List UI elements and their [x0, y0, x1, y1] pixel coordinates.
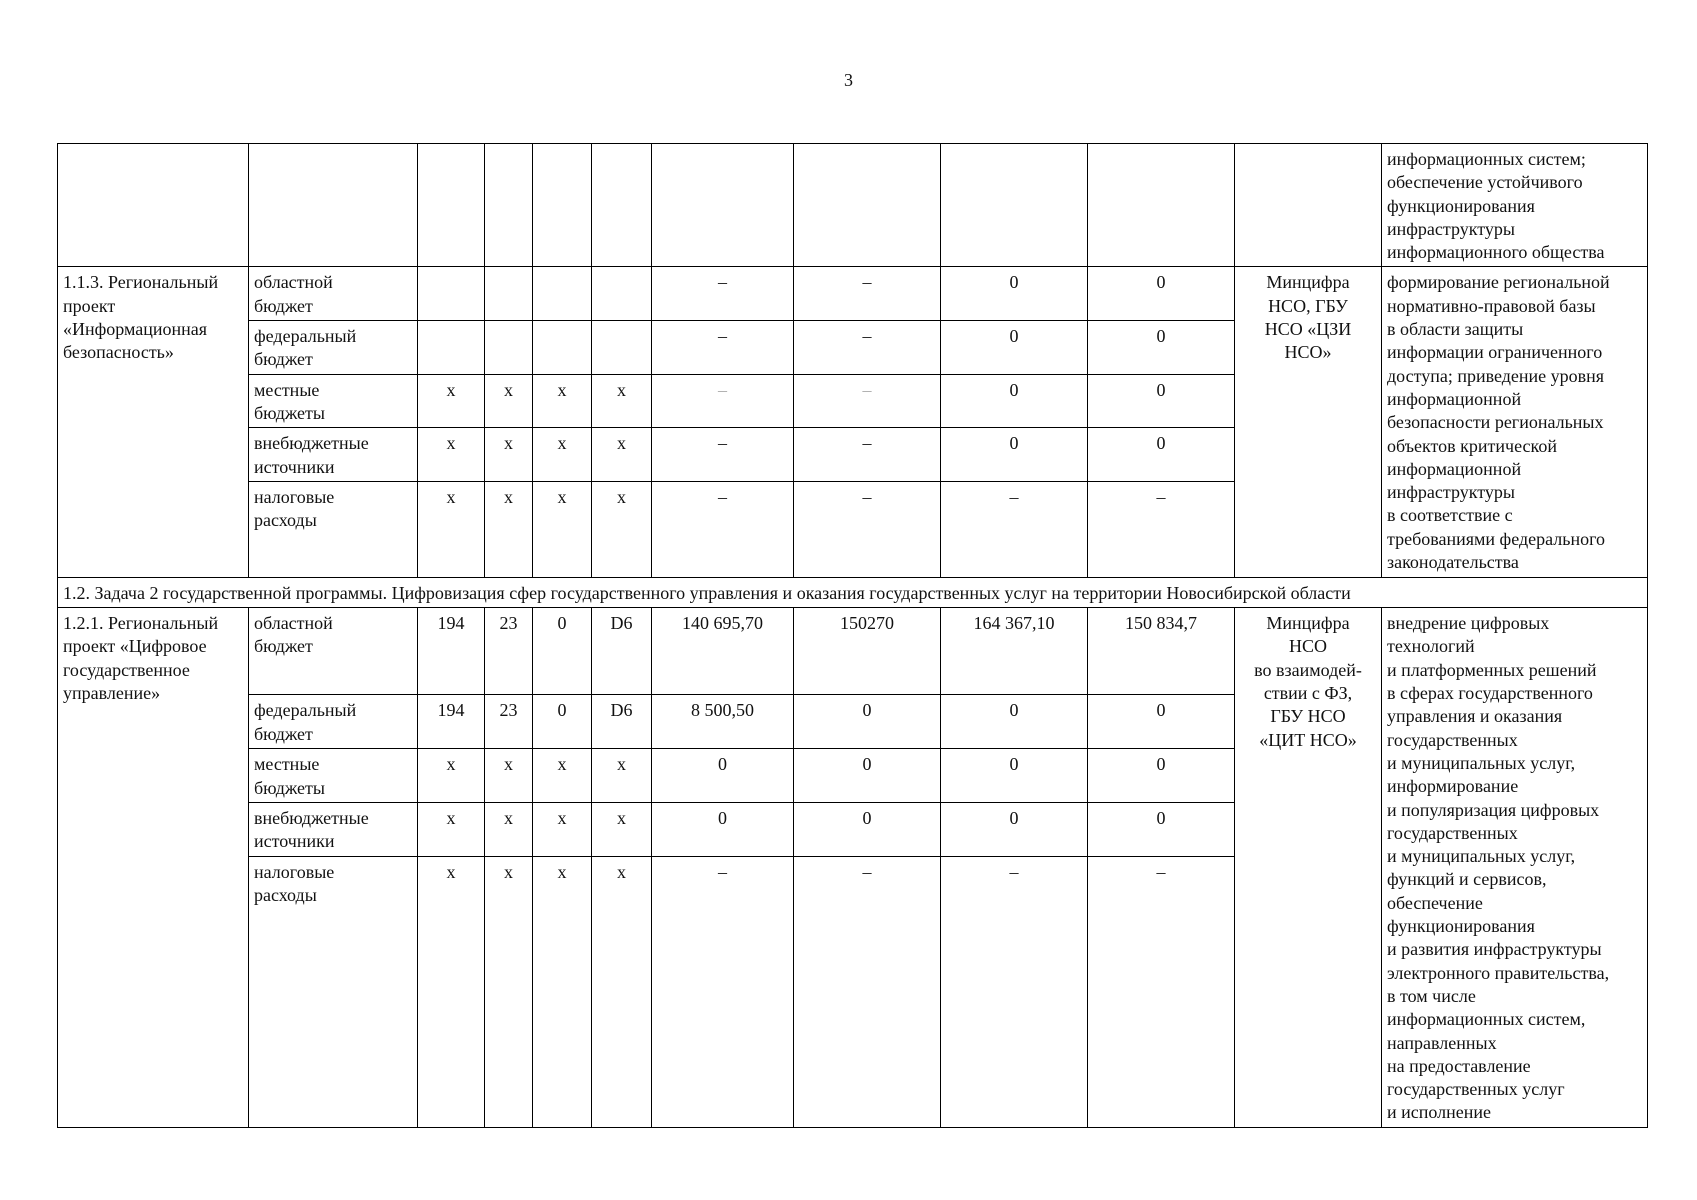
table-cell: [533, 144, 592, 267]
table-cell: [418, 144, 485, 267]
code-cell: х: [533, 749, 592, 803]
funding-source-cell: [249, 749, 418, 803]
code-cell: 0: [533, 695, 592, 749]
table-row: [58, 577, 1648, 607]
code-cell: х: [592, 481, 652, 577]
amount-cell: 0: [1088, 428, 1235, 482]
code-cell: х: [533, 428, 592, 482]
funding-source: налоговые расходы: [254, 486, 335, 531]
amount-cell: 150 834,7: [1088, 608, 1235, 695]
code-cell: х: [485, 749, 533, 803]
project-title-cell: [58, 267, 249, 577]
code-cell: х: [418, 481, 485, 577]
code-cell: D6: [592, 695, 652, 749]
code-cell: 23: [485, 608, 533, 695]
code-cell: [485, 267, 533, 321]
amount-cell: 0: [1088, 749, 1235, 803]
amount-cell: 0: [1088, 802, 1235, 856]
amount-cell: 0: [652, 802, 794, 856]
amount-cell: 0: [941, 695, 1088, 749]
funding-source-cell: [249, 802, 418, 856]
code-cell: [533, 267, 592, 321]
code-cell: х: [418, 802, 485, 856]
amount-cell: 0: [941, 749, 1088, 803]
funding-source: областной бюджет: [254, 613, 333, 657]
code-cell: х: [485, 802, 533, 856]
project-title: 1.2.1. Региональный проект «Цифровое государственное управление»: [63, 613, 219, 704]
funding-source: внебюджетные источники: [254, 433, 369, 477]
code-cell: х: [533, 374, 592, 428]
amount-cell: –: [794, 428, 941, 482]
outcome-text: информационных систем; обеспечение устойчивого функционирования инфраструктуры информационного общества: [1387, 149, 1605, 263]
amount-cell: 0: [794, 802, 941, 856]
amount-cell: 164 367,10: [941, 608, 1088, 695]
table-cell: [1088, 144, 1235, 267]
funding-source-cell: [249, 428, 418, 482]
page-number: 3: [844, 70, 853, 90]
amount-cell: –: [794, 321, 941, 375]
outcome-text: формирование региональной нормативно-правовой базы в области защиты информации ограниченного доступа; приведение уровня информационной безопасности региональных объектов критической информационной инфраструктуры в соответствие с требованиями федерального законодательства: [1387, 272, 1610, 573]
amount-cell: –: [941, 481, 1088, 577]
amount-cell: 0: [941, 374, 1088, 428]
code-cell: х: [418, 856, 485, 1127]
program-table: [57, 143, 1648, 1128]
funding-source-cell: [249, 374, 418, 428]
funding-source: федеральный бюджет: [254, 700, 357, 744]
code-cell: 23: [485, 695, 533, 749]
amount-cell: 0: [941, 267, 1088, 321]
code-cell: х: [418, 749, 485, 803]
outcome-text: внедрение цифровых технологий и платформенных решений в сферах государственного управления и оказания государственных и муниципальных услуг, информирование и популяризация цифровых государственных и муниципальных услуг, функций и сервисов, обеспечение функционирования и развития инфраструктуры электронного правительства, в том числе информационных систем, направленных на предоставление государственных услуг и исполнение: [1387, 613, 1610, 1123]
amount-cell: 150270: [794, 608, 941, 695]
funding-source: федеральный бюджет: [254, 326, 357, 370]
amount-cell: –: [652, 428, 794, 482]
funding-source-cell: [249, 608, 418, 695]
amount-cell: –: [794, 374, 941, 428]
funding-source-cell: [249, 321, 418, 375]
code-cell: х: [592, 749, 652, 803]
code-cell: х: [592, 802, 652, 856]
code-cell: D6: [592, 608, 652, 695]
task-heading-cell: 1.2. Задача 2 государственной программы. Цифровизация сфер государственного управления и оказания государственных услуг на территории Новосибирской области: [58, 577, 1648, 607]
code-cell: [592, 321, 652, 375]
code-cell: х: [485, 374, 533, 428]
code-cell: х: [533, 856, 592, 1127]
amount-cell: –: [652, 481, 794, 577]
code-cell: х: [418, 428, 485, 482]
outcome-cell: [1382, 267, 1648, 577]
amount-cell: 0: [941, 321, 1088, 375]
code-cell: х: [592, 856, 652, 1127]
amount-cell: –: [652, 856, 794, 1127]
amount-cell: 0: [794, 695, 941, 749]
code-cell: [533, 321, 592, 375]
table-row: [58, 267, 1648, 321]
amount-cell: 0: [941, 428, 1088, 482]
executor: Минцифра НСО, ГБУ НСО «ЦЗИ НСО»: [1264, 272, 1352, 363]
code-cell: х: [592, 428, 652, 482]
code-cell: [485, 321, 533, 375]
amount-cell: –: [1088, 856, 1235, 1127]
funding-source-cell: [249, 856, 418, 1127]
funding-source: внебюджетные источники: [254, 807, 369, 852]
executor: Минцифра НСО во взаимодей- ствии с ФЗ, ГБУ НСО «ЦИТ НСО»: [1254, 613, 1362, 750]
table-cell: [794, 144, 941, 267]
table-cell: [249, 144, 418, 267]
amount-cell: –: [652, 321, 794, 375]
table-row: [58, 608, 1648, 695]
outcome-cell: [1382, 144, 1648, 267]
code-cell: х: [418, 374, 485, 428]
table-cell: [592, 144, 652, 267]
table-row: [58, 144, 1648, 267]
table-cell: [652, 144, 794, 267]
amount-cell: –: [794, 856, 941, 1127]
executor-cell: [1235, 608, 1382, 1128]
code-cell: х: [533, 481, 592, 577]
funding-source: налоговые расходы: [254, 861, 335, 906]
code-cell: х: [485, 481, 533, 577]
amount-cell: 0: [1088, 321, 1235, 375]
amount-cell: –: [794, 267, 941, 321]
amount-cell: –: [652, 374, 794, 428]
table-cell: [1235, 144, 1382, 267]
code-cell: 194: [418, 695, 485, 749]
amount-cell: 140 695,70: [652, 608, 794, 695]
funding-source: местные бюджеты: [254, 379, 325, 423]
amount-cell: 0: [1088, 695, 1235, 749]
code-cell: х: [533, 802, 592, 856]
code-cell: [418, 321, 485, 375]
code-cell: х: [485, 856, 533, 1127]
funding-source-cell: [249, 481, 418, 577]
amount-cell: 0: [794, 749, 941, 803]
executor-cell: [1235, 267, 1382, 577]
amount-cell: –: [1088, 481, 1235, 577]
table-cell: [941, 144, 1088, 267]
amount-cell: 0: [1088, 374, 1235, 428]
code-cell: [418, 267, 485, 321]
amount-cell: –: [652, 267, 794, 321]
table-cell: [485, 144, 533, 267]
amount-cell: –: [794, 481, 941, 577]
funding-source-cell: [249, 267, 418, 321]
project-title-cell: [58, 608, 249, 1128]
amount-cell: 0: [941, 802, 1088, 856]
code-cell: 0: [533, 608, 592, 695]
funding-source: местные бюджеты: [254, 754, 325, 798]
code-cell: 194: [418, 608, 485, 695]
amount-cell: 0: [1088, 267, 1235, 321]
amount-cell: 0: [652, 749, 794, 803]
code-cell: [592, 267, 652, 321]
project-title: 1.1.3. Региональный проект «Информационная безопасность»: [63, 272, 219, 363]
funding-source-cell: [249, 695, 418, 749]
amount-cell: –: [941, 856, 1088, 1127]
outcome-cell: [1382, 608, 1648, 1128]
code-cell: х: [592, 374, 652, 428]
amount-cell: 8 500,50: [652, 695, 794, 749]
funding-source: областной бюджет: [254, 272, 333, 316]
table-cell: [58, 144, 249, 267]
code-cell: х: [485, 428, 533, 482]
